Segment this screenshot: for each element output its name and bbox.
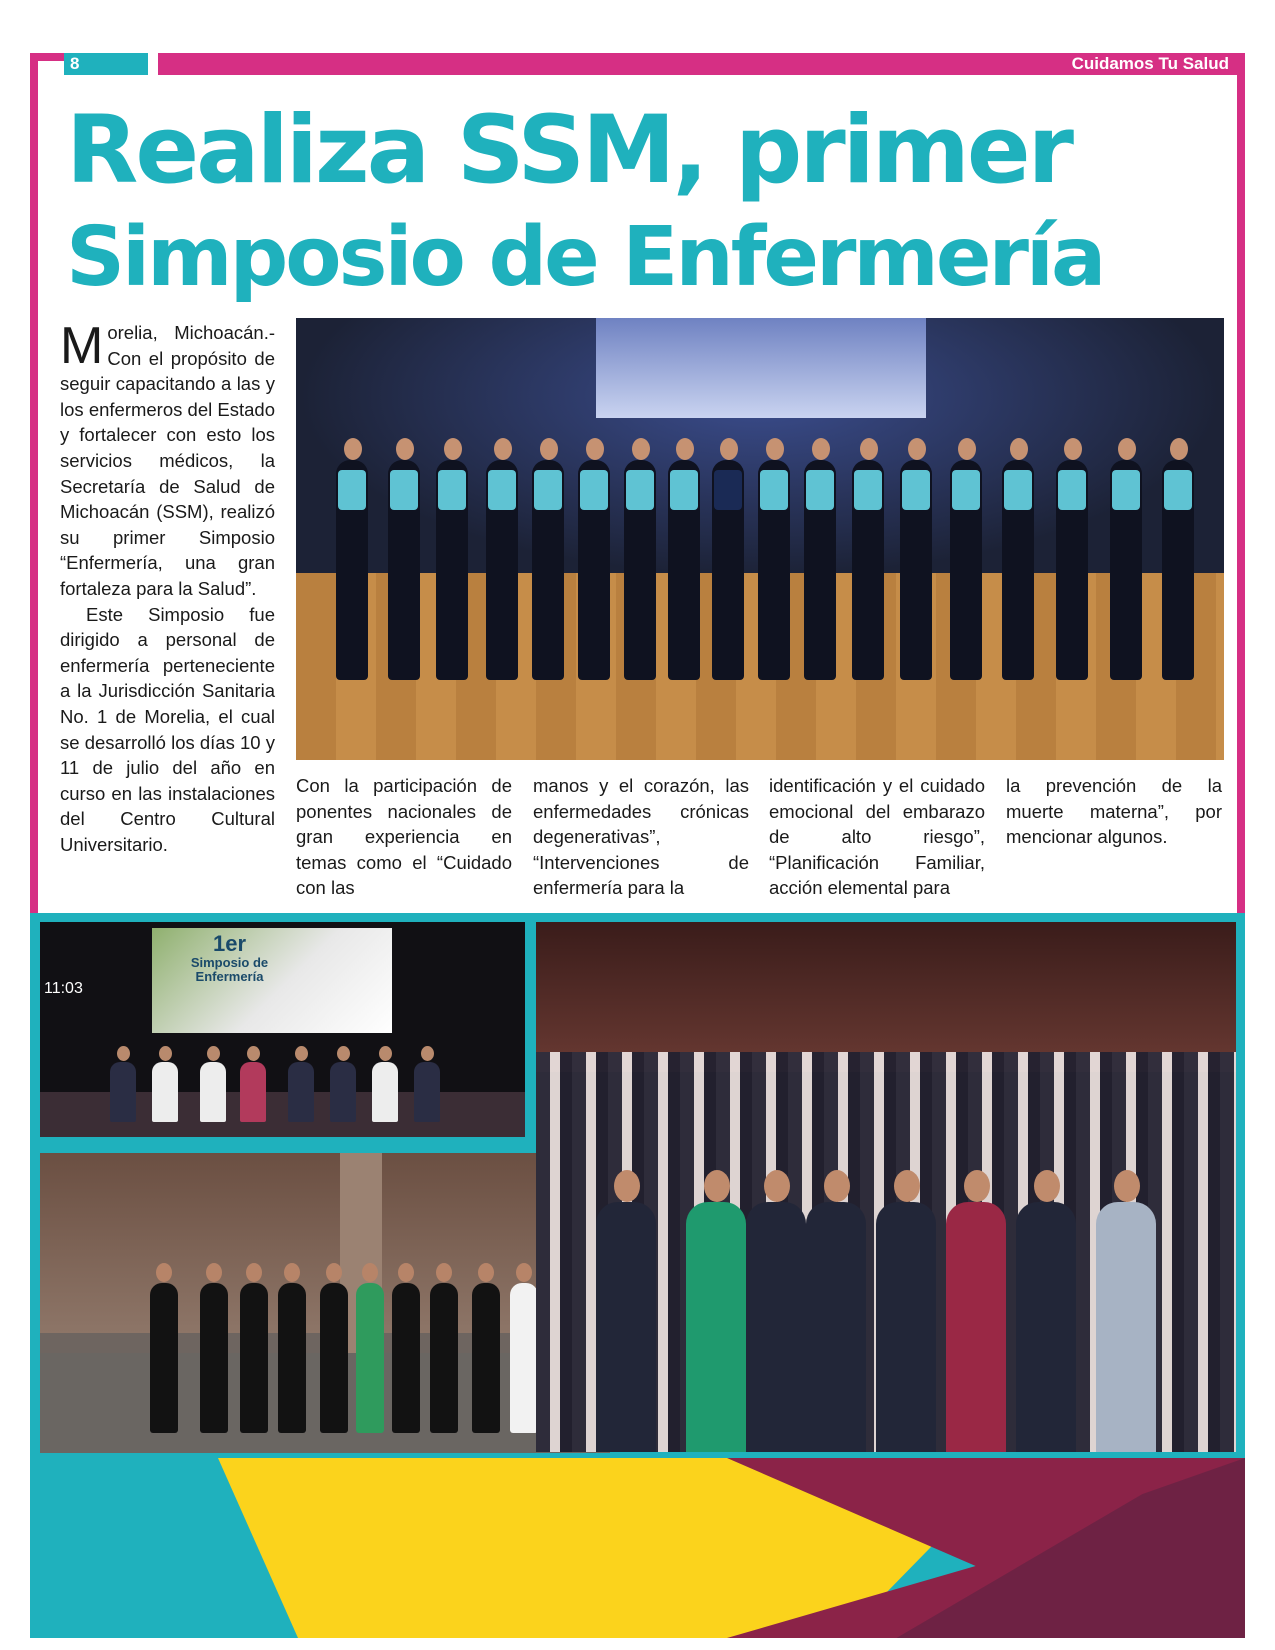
article-paragraph-1 [60, 317, 275, 602]
person [712, 460, 744, 680]
screen-title-line-1: 1er [212, 931, 247, 956]
person [472, 1283, 500, 1433]
page-number: 8 [70, 54, 80, 73]
person [746, 1202, 806, 1452]
panelist [200, 1062, 226, 1122]
panelist [372, 1062, 398, 1122]
person [150, 1283, 178, 1433]
person [946, 1202, 1006, 1452]
article-column-1 [60, 317, 275, 857]
panel-photo [40, 922, 525, 1137]
person [596, 1202, 656, 1452]
person [900, 460, 932, 680]
person [430, 1283, 458, 1433]
person [510, 1283, 538, 1433]
person [876, 1202, 936, 1452]
person [758, 460, 790, 680]
panelist [288, 1062, 314, 1122]
person [668, 460, 700, 680]
person [1096, 1202, 1156, 1452]
patio-group-photo [40, 1153, 610, 1453]
person [806, 1202, 866, 1452]
person [320, 1283, 348, 1433]
person [436, 460, 468, 680]
person [392, 1283, 420, 1433]
projection-screen-time: 11:03 [44, 980, 83, 997]
person [804, 460, 836, 680]
person [532, 460, 564, 680]
person [486, 460, 518, 680]
panelist [414, 1062, 440, 1122]
person [1110, 460, 1142, 680]
stage-group-photo [296, 318, 1224, 760]
person [686, 1202, 746, 1452]
screen-title-line-3: Enfermería [195, 969, 264, 984]
person [1002, 460, 1034, 680]
person [200, 1283, 228, 1433]
person [1056, 460, 1088, 680]
frame-border [1237, 53, 1245, 913]
auditorium-wall [536, 922, 1236, 1072]
paragraph-1-text: orelia, Michoacán.- Con el propósito de seguir capacitando a las y los enfermeros del Estado y fortalecer con esto los servicios médicos, la Secretaría de Salud de Michoacán (SSM), realizó su primer Simposio “Enfermería, una gran fortaleza para la Salud”. [60, 322, 275, 599]
screen-title-line-2: Simposio de [190, 955, 269, 970]
person [852, 460, 884, 680]
article-column-4: identificación y el cuidado emocional del embarazo de alto riesgo”, “Planificación Familiar, acción elemental para [769, 775, 985, 899]
article-column-3: manos y el corazón, las enfermedades crónicas degenerativas”, “Intervenciones de enfermería para la [533, 775, 749, 899]
person [1162, 460, 1194, 680]
panelist [330, 1062, 356, 1122]
article-column-2: Con la participación de ponentes nacionales de gran experiencia en temas como el “Cuidado con las [296, 775, 512, 899]
panelist [110, 1062, 136, 1122]
person [356, 1283, 384, 1433]
person [278, 1283, 306, 1433]
person [336, 460, 368, 680]
panelist [240, 1062, 266, 1122]
projection-screen-title [182, 932, 277, 984]
article-paragraph-2: Este Simposio fue dirigido a personal de enfermería perteneciente a la Jurisdicción Sanitaria No. 1 de Morelia, el cual se desarrolló los días 10 y 11 de julio del año en curso en las instalaciones del Centro Cultural Universitario. [60, 603, 275, 855]
stage-screen [596, 318, 926, 418]
person [624, 460, 656, 680]
section-label: Cuidamos Tu Salud [1066, 54, 1235, 74]
drop-cap: M [60, 317, 104, 375]
person [1016, 1202, 1076, 1452]
headline-line-1: Realiza SSM, primer [66, 96, 1071, 205]
article-column-5: la prevención de la muerte materna”, por mencionar algunos. [1006, 775, 1222, 848]
person [240, 1283, 268, 1433]
auditorium-crowd-photo [536, 922, 1236, 1452]
person [578, 460, 610, 680]
frame-border [30, 53, 38, 913]
person [950, 460, 982, 680]
panelist [152, 1062, 178, 1122]
person [388, 460, 420, 680]
headline-line-2: Simposio de Enfermería [66, 210, 1104, 305]
